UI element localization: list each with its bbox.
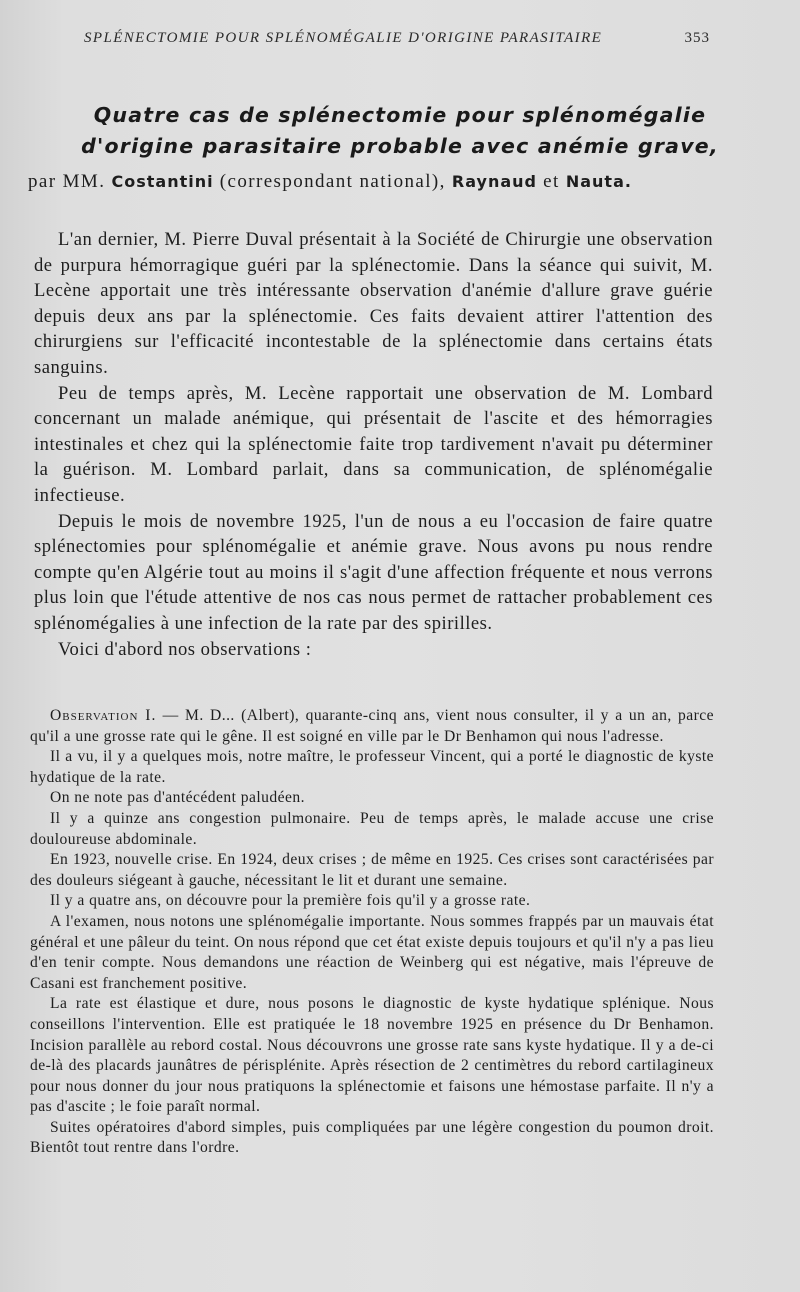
observation-paragraph-7: La rate est élastique et dure, nous posons le diagnostic de kyste hydatique splénique. Nous conseillons l'intervention. Elle est pratiquée le 18 novembre 1925 en présence du Dr Benhamon. Incision parallèle au rebord costal. Nous découvrons une grosse rate sans kyste hydatique. Il y a de-ci de-là des placards jaunâtres de périsplénite. Après résection de 2 centimètres du rebord cartilagineux pour nous donner du jour nous pratiquons la splénectomie et faisons une hémostase parfaite. Il n'y a pas d'ascite ; le foie paraît normal. <box>30 995 714 1116</box>
author-nauta: Nauta. <box>565 172 632 191</box>
article-title <box>40 100 760 162</box>
title-line-2: d'origine parasitaire probable avec anémie grave, <box>81 134 719 158</box>
page-number: 353 <box>684 30 710 46</box>
authors-connector: et <box>543 171 560 192</box>
observation-text <box>30 706 714 1159</box>
paragraph-3: Depuis le mois de novembre 1925, l'un de nous a eu l'occasion de faire quatre splénectomies pour splénomégalie et anémie grave. Nous avons pu nous rendre compte qu'en Algérie tout au moins il s'agit d'une affection fréquente et nous verrons plus loin que l'étude attentive de nos cas nous permet de rattacher probablement ces splénomégalies à une infection de la rate par des spirilles. <box>34 510 713 634</box>
observation-paragraph-2: On ne note pas d'antécédent paludéen. <box>50 789 306 807</box>
observation-paragraph-8: Suites opératoires d'abord simples, puis compliquées par une légère congestion du poumon droit. Bientôt tout rentre dans l'ordre. <box>30 1118 714 1157</box>
observation-paragraph-5: Il y a quatre ans, on découvre pour la première fois qu'il y a grosse rate. <box>50 892 531 910</box>
authors-prefix: par MM. <box>28 171 106 192</box>
paragraph-1: L'an dernier, M. Pierre Duval présentait à la Société de Chirurgie une observation de purpura hémorragique guéri par la splénectomie. Dans la séance qui suivit, M. Lecène apportait une très intéressante observation d'anémie d'allure grave guérie depuis deux ans par la splénectomie. Ces faits devaient attirer l'attention des chirurgiens sur l'efficacité incontestable de la splénectomie dans certains états sanguins. <box>34 229 713 378</box>
observation-intro: — M. D... (Albert), quarante-cinq ans, vient nous consulter, il y a un an, parce qu'il a une grosse rate qui le gêne. Il est soigné en ville par le Dr Benhamon qui nous l'adresse. <box>30 707 715 745</box>
observation-first-paragraph <box>30 706 714 747</box>
paragraph-2: Peu de temps après, M. Lecène rapportait une observation de M. Lombard concernant un malade anémique, qui présentait de l'ascite et des hémorragies intestinales et chez qui la splénectomie faite trop tardivement n'avait pu déterminer la guérison. M. Lombard parlait, dans sa communication, de splénomégalie infectieuse. <box>34 382 713 506</box>
observation-paragraph-4: En 1923, nouvelle crise. En 1924, deux crises ; de même en 1925. Ces crises sont caractérisées par des douleurs siégeant à gauche, nécessitant le lit et durant une semaine. <box>30 851 714 889</box>
running-title: SPLÉNECTOMIE POUR SPLÉNOMÉGALIE D'ORIGINE PARASITAIRE <box>84 30 603 46</box>
observation-paragraph-6: A l'examen, nous notons une splénomégalie importante. Nous sommes frappés par un mauvais état général et une pâleur du teint. On nous répond que cet état existe depuis toujours et qu'il n'y a pas lieu d'en tenir compte. Nous demandons une réaction de Weinberg qui est négative, mais l'épreuve de Casani est franchement positive. <box>30 912 714 992</box>
observation-paragraph-1: Il a vu, il y a quelques mois, notre maître, le professeur Vincent, qui a porté le diagnostic de kyste hydatique de la rate. <box>30 748 714 786</box>
observation-paragraph-3: Il y a quinze ans congestion pulmonaire. Peu de temps après, le malade accuse une crise douloureuse abdominale. <box>30 809 714 848</box>
author-line <box>28 171 728 193</box>
author-costantini: Costantini <box>111 172 214 191</box>
paragraph-4: Voici d'abord nos observations : <box>58 638 312 660</box>
author-note: (correspondant national), <box>219 171 446 192</box>
author-raynaud: Raynaud <box>451 172 538 191</box>
title-line-1: Quatre cas de splénectomie pour splénomégalie <box>93 103 707 127</box>
observation-label: Observation I. <box>50 707 157 724</box>
running-head <box>78 30 710 54</box>
introduction-text <box>34 227 713 662</box>
